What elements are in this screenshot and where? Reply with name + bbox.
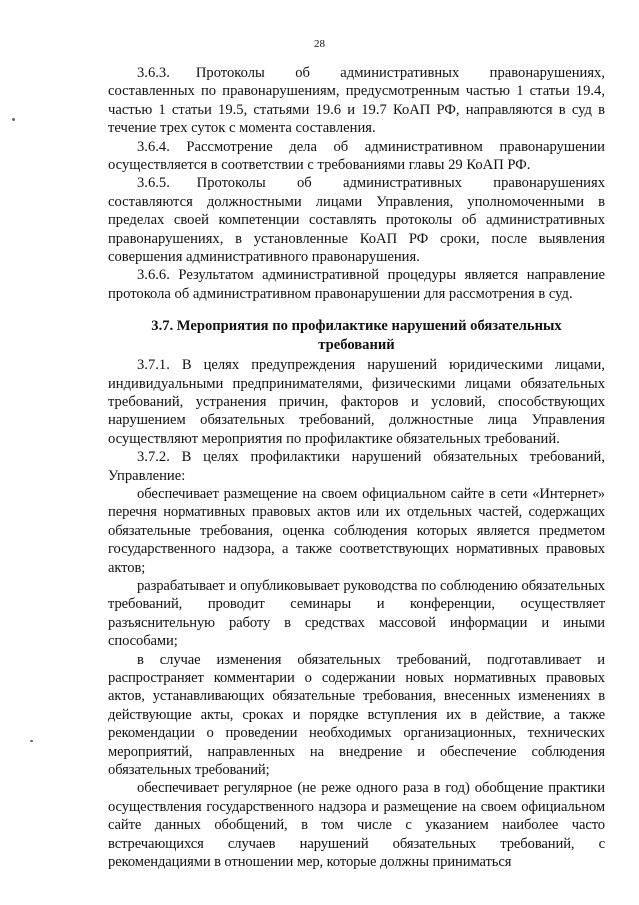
paragraph-3-6-3: 3.6.3. Протоколы об административных правонарушениях, составленных по правонарушениям, предусмотренным частью 1 статьи 19.4, частью 1 статьи 19.5, статьями 19.6 и 19.7 КоАП РФ, направляются в суд в течение трех суток с момента составления. — [108, 65, 605, 137]
paragraph-3-7-2: 3.7.2. В целях профилактики нарушений обязательных требований, Управление: — [108, 449, 605, 484]
paragraph-3-6-5: 3.6.5. Протоколы об административных правонарушениях составляются должностными лицами Управления, уполномоченными в пределах своей компетенции составлять протоколы об административных правонарушениях, в установленные КоАП РФ сроки, после выявления совершения административного правонарушения. — [108, 175, 605, 266]
scan-speck — [12, 118, 15, 121]
document-body — [108, 64, 605, 871]
list-item-guidance: разрабатывает и опубликовывает руководства по соблюдению обязательных требований, проводит семинары и конференции, осуществляет разъяснительную работу в средствах массовой информации и иными способами; — [108, 577, 605, 650]
scan-speck — [30, 740, 33, 742]
list-item-commentary: в случае изменения обязательных требований, подготавливает и распространяет комментарии о содержании новых нормативных правовых актов, устанавливающих обязательные требования, внесенных изменениях в действующие акты, сроках и порядке вступления их в действие, а также рекомендации о проведении необходимых организационных, технических мероприятий, направленных на внедрение и обеспечение соблюдения обязательных требований; — [108, 651, 605, 779]
paragraph-3-6-4: 3.6.4. Рассмотрение дела об административном правонарушении осуществляется в соответствии с требованиями главы 29 КоАП РФ. — [108, 138, 605, 174]
paragraph-3-6-6: 3.6.6. Результатом административной процедуры является направление протокола об административном правонарушении для рассмотрения в суд. — [108, 267, 605, 302]
page-number: 28 — [314, 38, 325, 50]
list-item-practice-summary: обеспечивает регулярное (не реже одного раза в год) обобщение практики осуществления государственного надзора и размещение на своем официальном сайте данных обобщений, в том числе с указанием наиболее часто встречающихся случаев нарушений обязательных требований, с рекомендациями в отношении мер, которые должны приниматься — [108, 780, 605, 871]
section-heading-3-7: 3.7. Мероприятия по профилактике нарушений обязательных требований — [151, 318, 562, 353]
list-item-website-publication: обеспечивает размещение на своем официальном сайте в сети «Интернет» перечня нормативных правовых актов или их отдельных частей, содержащих обязательные требования, оценка соблюдения которых является предметом государственного надзора, а также соответствующих нормативных правовых актов; — [108, 485, 605, 576]
paragraph-3-7-1: 3.7.1. В целях предупреждения нарушений юридическими лицами, индивидуальными предпринимателями, физическими лицами обязательных требований, устранения причин, факторов и условий, способствующих нарушением обязательных требований, должностные лица Управления осуществляют мероприятия по профилактике обязательных требований. — [108, 357, 605, 447]
